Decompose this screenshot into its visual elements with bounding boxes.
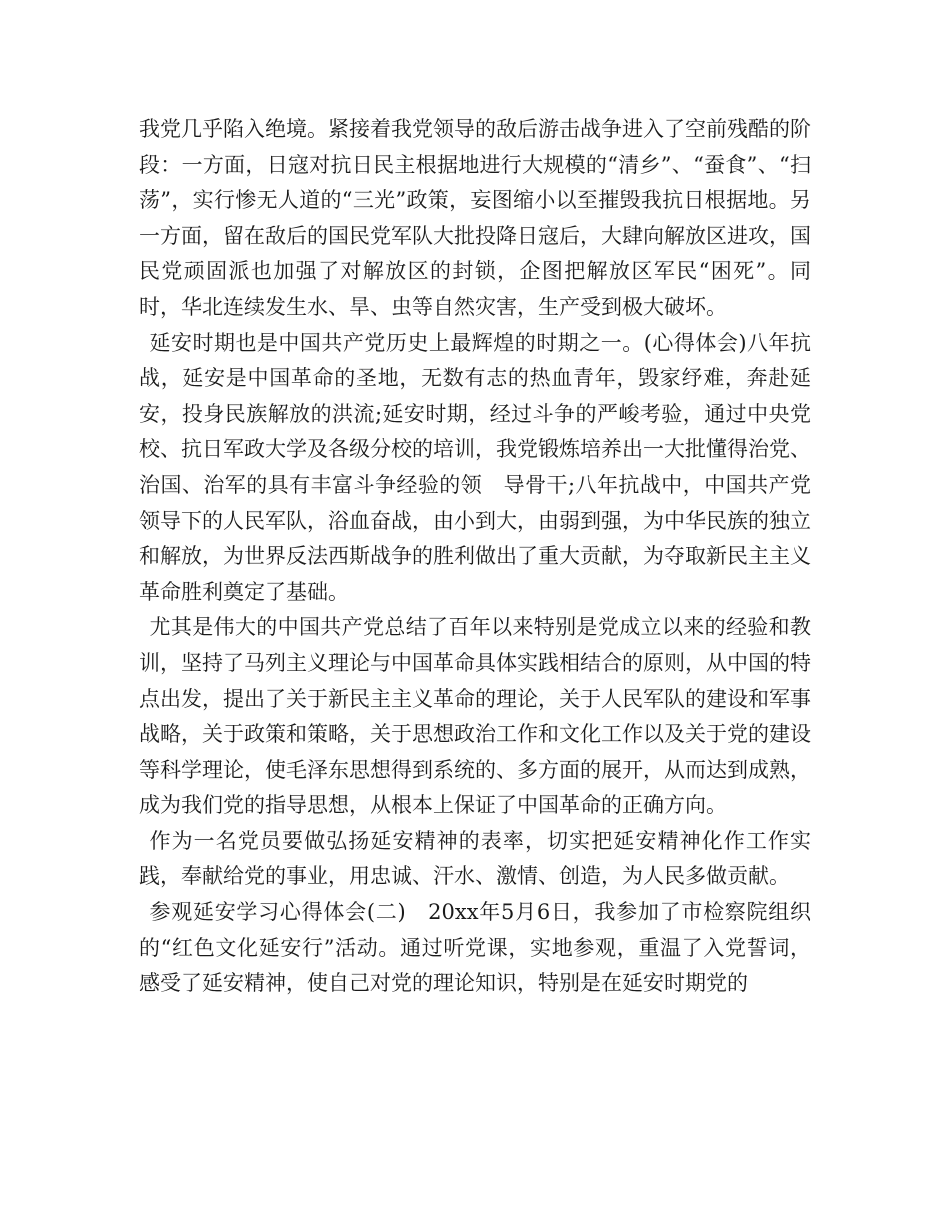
- paragraph-party-theory: 尤其是伟大的中国共产党总结了百年以来特别是党成立以来的经验和教训，坚持了马列主义理论与中国革命具体实践相结合的原则，从中国的特点出发，提出了关于新民主主义革命的理论，关于人民军队的建设和军事战略，关于政策和策略，关于思想政治工作和文化工作以及关于党的建设等科学理论，使毛泽东思想得到系统的、多方面的展开，从而达到成熟，成为我们党的指导思想，从根本上保证了中国革命的正确方向。: [139, 615, 811, 818]
- paragraph-party-member: 作为一名党员要做弘扬延安精神的表率，切实把延安精神化作工作实践，奉献给党的事业，用忠诚、汗水、激情、创造，为人民多做贡献。: [139, 828, 811, 889]
- paragraph-continuation: 我党几乎陷入绝境。紧接着我党领导的敌后游击战争进入了空前残酷的阶段：一方面，日寇对抗日民主根据地进行大规模的“清乡”、“蚕食”、“扫荡”，实行惨无人道的“三光”政策，妄图缩小以至摧毁我抗日根据地。另一方面，留在敌后的国民党军队大批投降日寇后，大肆向解放区进攻，国民党顽固派也加强了对解放区的封锁，企图把解放区军民“困死”。同时，华北连续发生水、旱、虫等自然灾害，生产受到极大破坏。: [139, 117, 811, 319]
- document-body: [139, 112, 811, 1002]
- paragraph-visit-reflection: 参观延安学习心得体会(二) 20xx年5月6日，我参加了市检察院组织的“红色文化延安行”活动。通过听党课，实地参观，重温了入党誓词，感受了延安精神，使自己对党的理论知识，特别是在延安时期党的: [139, 900, 811, 996]
- paragraph-yanan-period: 延安时期也是中国共产党历史上最辉煌的时期之一。(心得体会)八年抗战，延安是中国革命的圣地，无数有志的热血青年，毁家纾难，奔赴延安，投身民族解放的洪流;延安时期，经过斗争的严峻考验，通过中央党校、抗日军政大学及各级分校的培训，我党锻炼培养出一大批懂得治党、治国、治军的具有丰富斗争经验的领 导骨干;八年抗战中，中国共产党领导下的人民军队，浴血奋战，由小到大，由弱到强，为中华民族的独立和解放，为世界反法西斯战争的胜利做出了重大贡献，为夺取新民主主义革命胜利奠定了基础。: [139, 330, 811, 604]
